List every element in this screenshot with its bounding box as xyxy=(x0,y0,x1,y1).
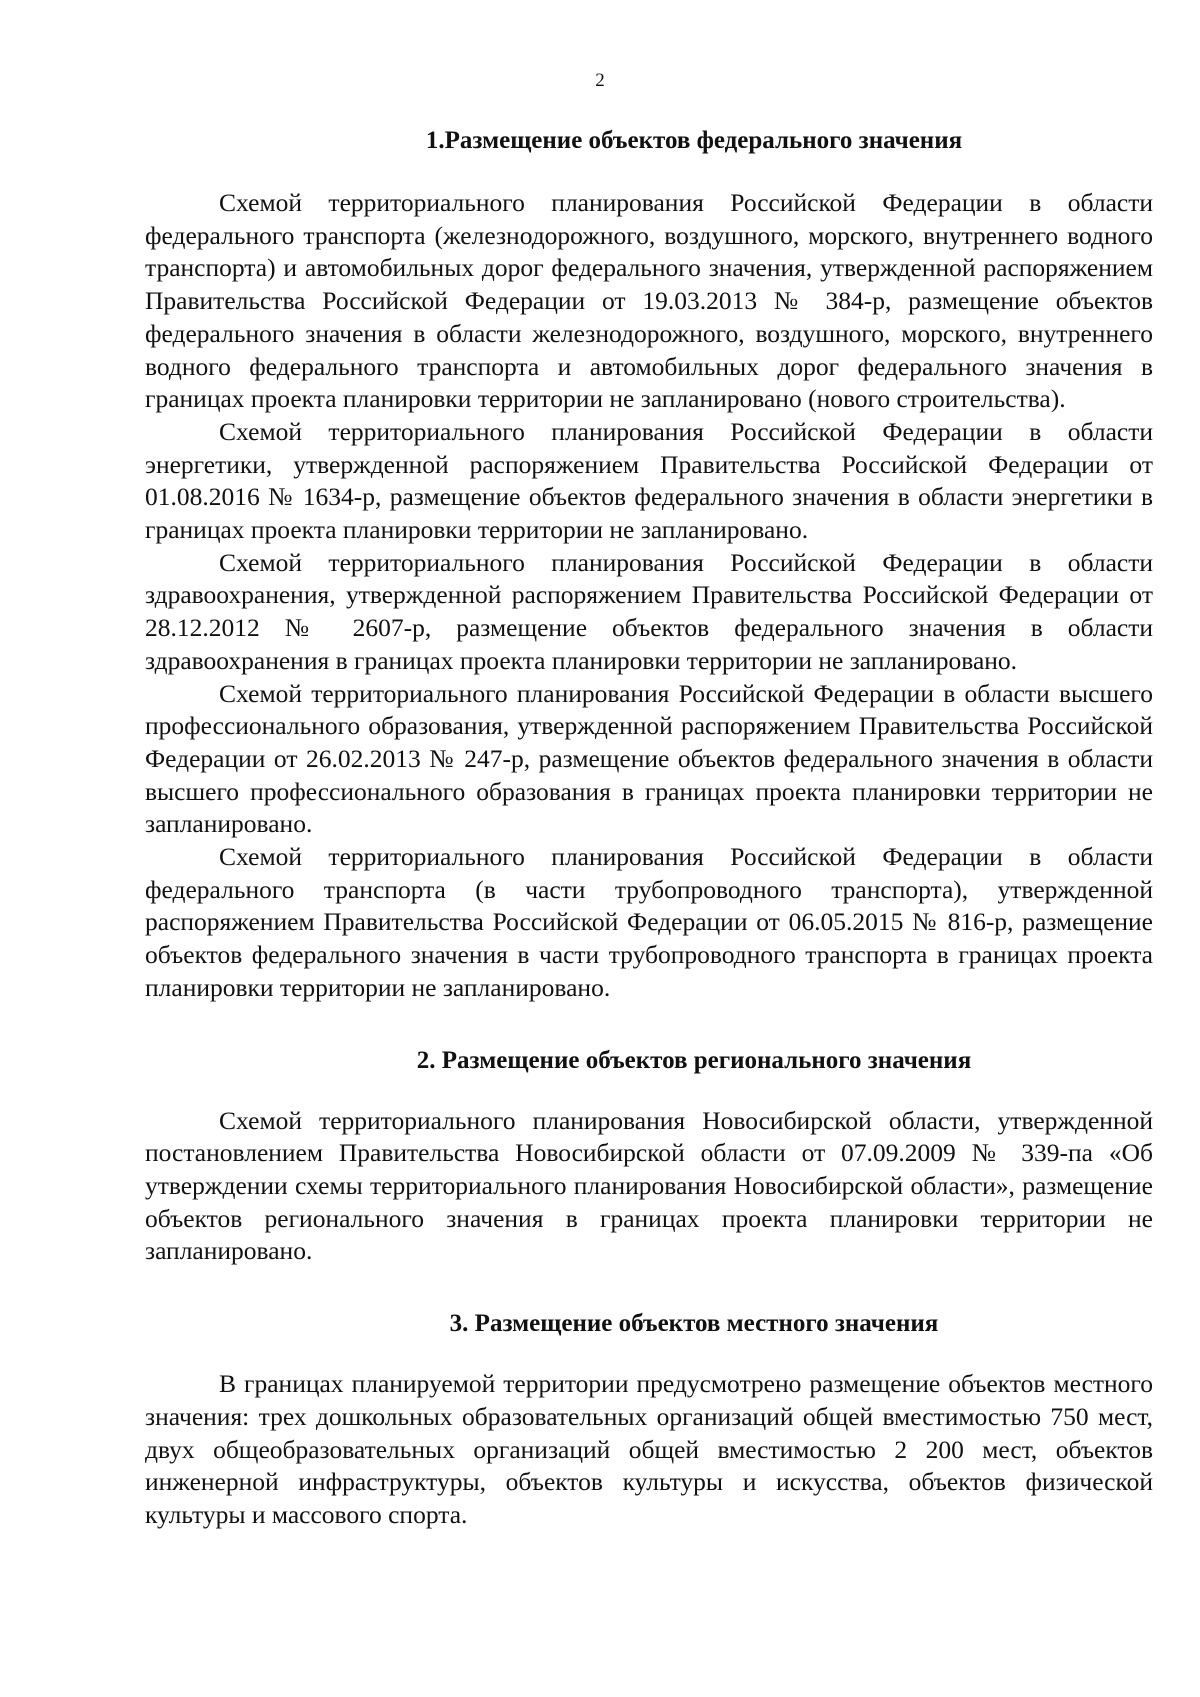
section-1-paragraph-4: Схемой территориального планирования Российской Федерации в области высшего профессионального образования, утвержденной распоряжением Правительства Российской Федерации от 26.02.2013 № 247-р, размещение объектов федерального значения в области высшего профессионального образования в границах проекта планировки территории не запланировано. xyxy=(145,678,1153,839)
section-1-paragraph-2: Схемой территориального планирования Российской Федерации в области энергетики, утвержденной распоряжением Правительства Российской Федерации от 01.08.2016 № 1634-р, размещение объектов федерального значения в области энергетики в границах проекта планировки территории не запланировано. xyxy=(145,416,1153,545)
section-1-paragraph-3: Схемой территориального планирования Российской Федерации в области здравоохранения, утвержденной распоряжением Правительства Российской Федерации от 28.12.2012 № 2607-р, размещение объектов федерального значения в области здравоохранения в границах проекта планировки территории не запланировано. xyxy=(145,547,1153,675)
page-number: 2 xyxy=(595,70,605,91)
document-body xyxy=(145,124,1153,1532)
section-2-paragraph-1: Схемой территориального планирования Новосибирской области, утвержденной постановлением Правительства Новосибирской области от 07.09.2009 № 339-па «Об утверждении схемы территориального планирования Новосибирской области», размещение объектов регионального значения в границах проекта планировки территории не запланировано. xyxy=(145,1105,1153,1266)
section-2-title: 2. Размещение объектов регионального значения xyxy=(416,1046,972,1074)
section-3-title: 3. Размещение объектов местного значения xyxy=(449,1310,939,1338)
section-1-title: 1.Размещение объектов федерального значения xyxy=(425,127,963,154)
section-1-paragraph-1: Схемой территориального планирования Российской Федерации в области федерального транспорта (железнодорожного, воздушного, морского, внутреннего водного транспорта) и автомобильных дорог федерального значения, утвержденной распоряжением Правительства Российской Федерации от 19.03.2013 № 384-р, размещение объектов федерального значения в области железнодорожного, воздушного, морского, внутреннего водного федерального транспорта и автомобильных дорог федерального значения в границах проекта планировки территории не запланировано (нового строительства). xyxy=(145,188,1153,414)
section-3-paragraph-1: В границах планируемой территории предусмотрено размещение объектов местного значения: трех дошкольных образовательных организаций общей вместимостью 750 мест, двух общеобразовательных организаций общей вместимостью 2 200 мест, объектов инженерной инфраструктуры, объектов культуры и искусства, объектов физической культуры и массового спорта. xyxy=(145,1369,1153,1529)
section-1-paragraph-5: Схемой территориального планирования Российской Федерации в области федерального транспорта (в части трубопроводного транспорта), утвержденной распоряжением Правительства Российской Федерации от 06.05.2015 № 816-р, размещение объектов федерального значения в части трубопроводного транспорта в границах проекта планировки территории не запланировано. xyxy=(145,842,1153,1002)
